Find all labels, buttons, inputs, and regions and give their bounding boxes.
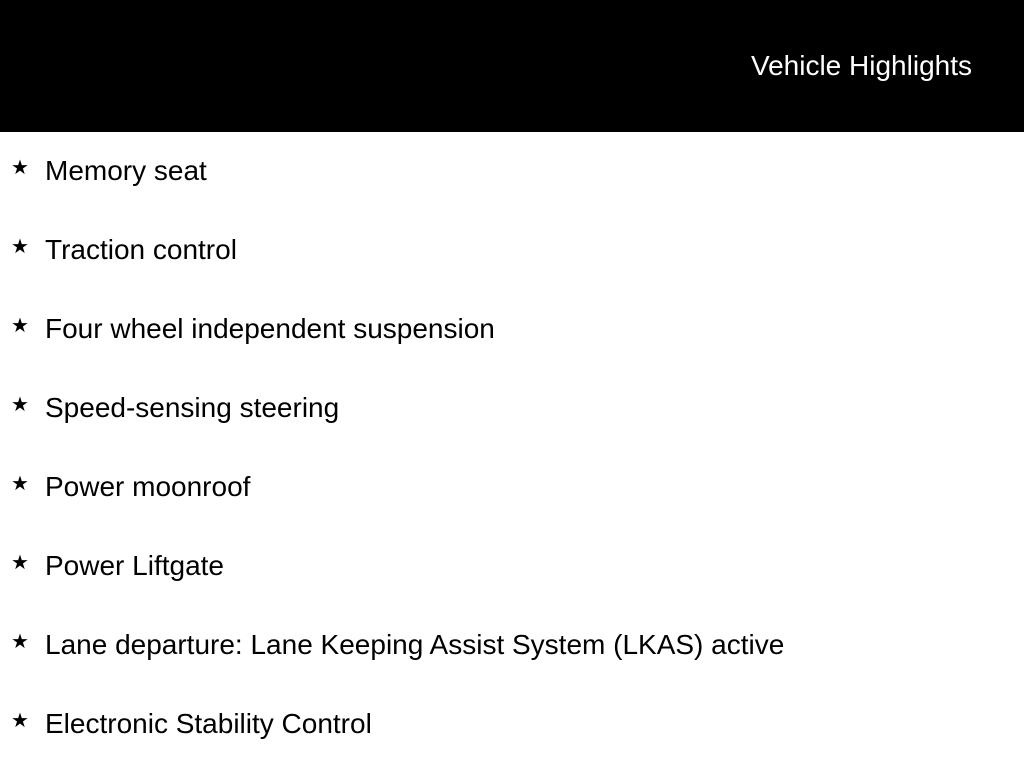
star-icon: ★ bbox=[11, 155, 29, 179]
highlight-label: Memory seat bbox=[45, 155, 207, 186]
star-icon: ★ bbox=[11, 550, 29, 574]
highlight-label: Power Liftgate bbox=[45, 550, 224, 581]
page-title: Vehicle Highlights bbox=[750, 50, 972, 81]
highlight-label: Power moonroof bbox=[45, 471, 251, 502]
highlights-list bbox=[0, 132, 1024, 764]
star-icon: ★ bbox=[11, 313, 29, 337]
highlight-label: Lane departure: Lane Keeping Assist System (LKAS) active bbox=[45, 629, 785, 660]
star-icon: ★ bbox=[11, 471, 29, 495]
list-item bbox=[0, 132, 1024, 211]
highlight-label: Electronic Stability Control bbox=[45, 708, 372, 739]
list-item bbox=[0, 211, 1024, 290]
list-item bbox=[0, 290, 1024, 369]
list-item bbox=[0, 606, 1024, 685]
highlight-label: Speed-sensing steering bbox=[45, 392, 340, 423]
star-icon: ★ bbox=[11, 629, 29, 653]
star-icon: ★ bbox=[11, 708, 29, 732]
highlight-label: Traction control bbox=[45, 234, 237, 265]
list-item bbox=[0, 448, 1024, 527]
star-icon: ★ bbox=[11, 234, 29, 258]
header-bar bbox=[0, 0, 1024, 132]
highlight-label: Four wheel independent suspension bbox=[45, 313, 495, 344]
list-item bbox=[0, 527, 1024, 606]
list-item bbox=[0, 369, 1024, 448]
list-item bbox=[0, 685, 1024, 764]
star-icon: ★ bbox=[11, 392, 29, 416]
